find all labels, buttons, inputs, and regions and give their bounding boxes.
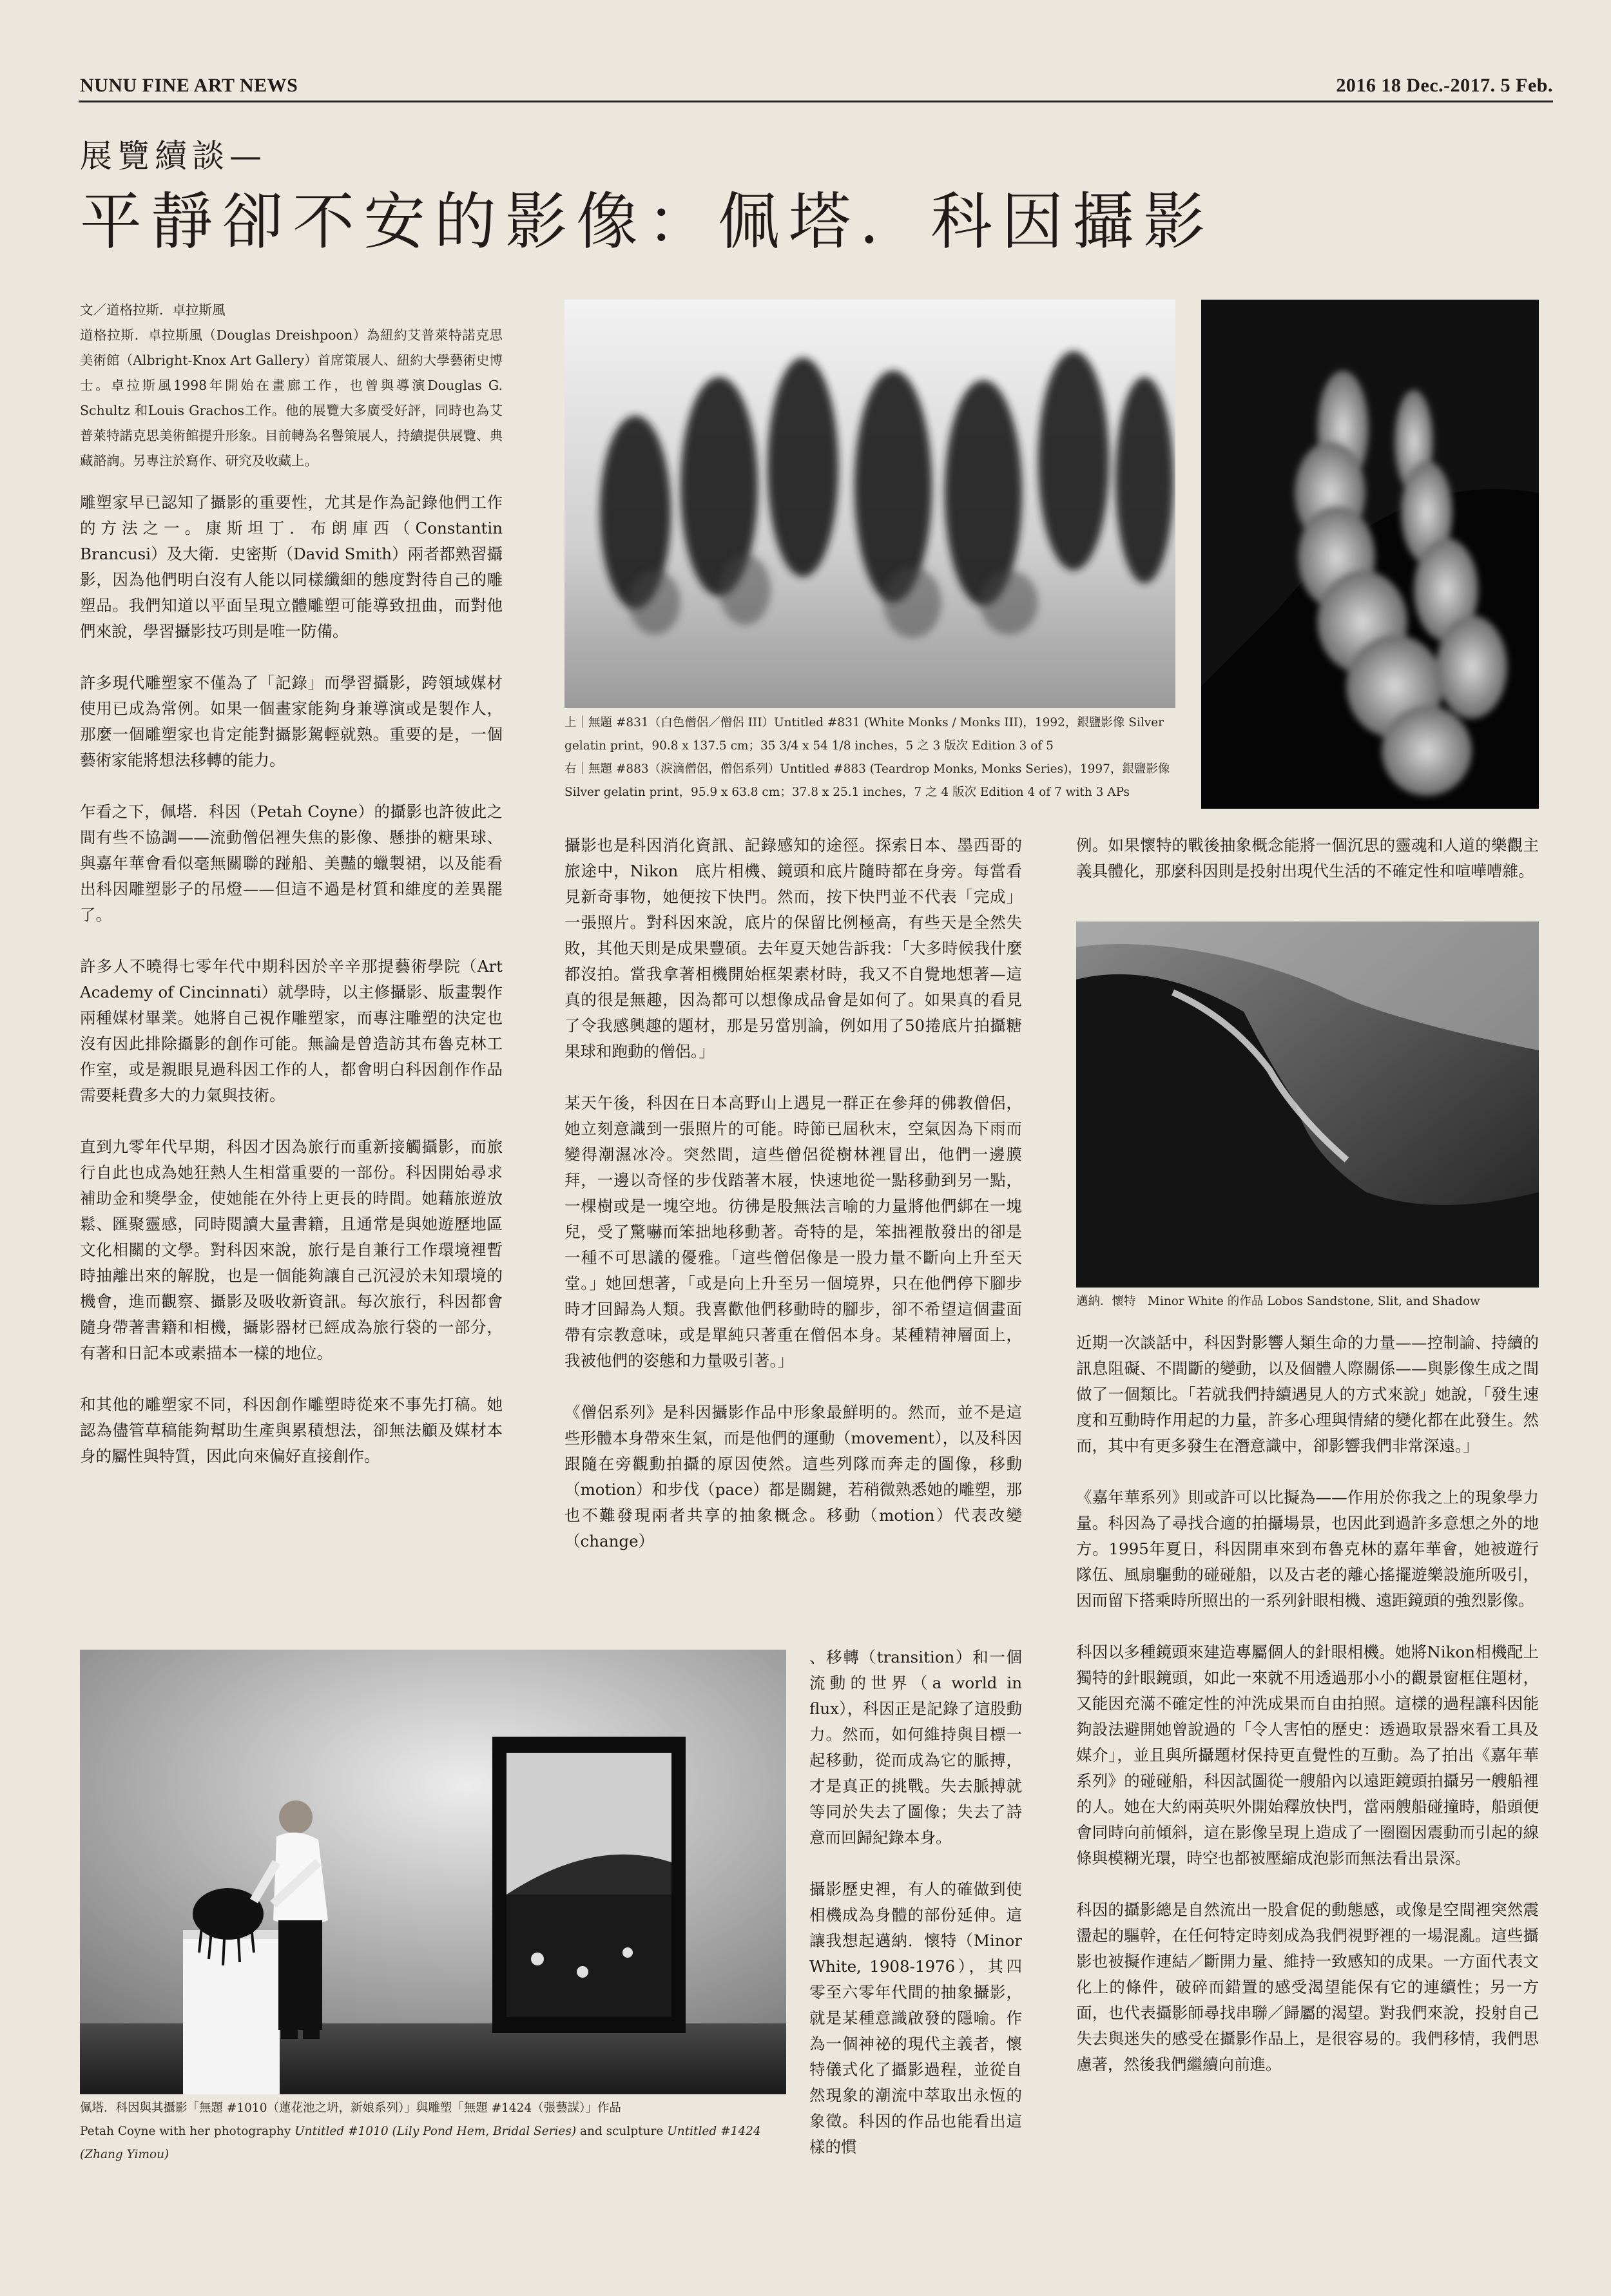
paragraph: 許多現代雕塑家不僅為了「記錄」而學習攝影，跨領域媒材使用已成為常例。如果一個畫家能夠身兼導演或是製作人，那麼一個雕塑家也肯定能對攝影駕輕就熟。重要的是，一個藝術家能將想法移轉的能力。 (80, 673, 503, 769)
caption-en-text: Petah Coyne with her photography (80, 2125, 295, 2138)
photo-gallery-installation (80, 1650, 786, 2094)
paragraph: 、移轉（transition）和一個流動的世界（a world in flux），科因正是記錄了這股動力。然而，如何維持與目標一起移動，從而成為它的脈搏，才是真正的挑戰。失去脈搏就等同於失去了圖像；失去了詩意而回歸紀錄本身。 (809, 1648, 1022, 1847)
article-kicker: 展覽續談— (80, 137, 267, 175)
paragraph: 某天午後，科因在日本高野山上遇見一群正在參拜的佛教僧侶，她立刻意識到一張照片的可能。時節已屆秋末，空氣因為下雨而變得潮濕冰冷。突然間，這些僧侶從樹林裡冒出，他們一邊膜拜，一邊以奇怪的步伐踏著木屐，快速地從一點移動到另一點，一棵樹或是一塊空地。彷彿是股無法言喻的力量將他們綁在一塊兒，受了驚嚇而笨拙地移動著。奇特的是，笨拙裡散發出的卻是一種不可思議的優雅。「這些僧侶像是一股力量不斷向上升至天堂。」她回想著，「或是向上升至另一個境界，只在他們停下腳步時才回歸為人類。我喜歡他們移動時的腳步，卻不希望這個畫面帶有宗教意味，或是單純只著重在僧侶本身。某種精神層面上，我被他們的姿態和力量吸引著。」 (564, 1094, 1022, 1370)
paragraph: 和其他的雕塑家不同，科因創作雕塑時從來不事先打稿。她認為儘管草稿能夠幫助生產與累積想法，卻無法顧及媒材本身的屬性與特質，因此向來偏好直接創作。 (80, 1395, 503, 1465)
white-monks-image (564, 300, 1175, 708)
photo-teardrop-monks (1201, 300, 1539, 809)
paragraph: 《僧侶系列》是科因攝影作品中形象最鮮明的。然而，並不是這些形體本身帶來生氣，而是他們的運動（movement），以及科因跟隨在旁觀動拍攝的原因使然。這些列隊而奔走的圖像，移動（motion）和步伐（pace）都是關鍵，若稍微熟悉她的雕塑，那也不難發現兩者共享的抽象概念。移動（motion）代表改變（change） (564, 1403, 1022, 1550)
installation-image (80, 1650, 786, 2094)
paragraph: 直到九零年代早期，科因才因為旅行而重新接觸攝影，而旅行自此也成為她狂熱人生相當重要的一部份。科因開始尋求補助金和獎學金，使她能在外待上更長的時間。她藉旅遊放鬆、匯聚靈感，同時閱讀大量書籍，且通常是與她遊歷地區文化相關的文學。對科因來說，旅行是自兼行工作環境裡暫時抽離出來的解脫，也是一個能夠讓自己沉浸於未知環境的機會，進而觀察、攝影及吸收新資訊。每次旅行，科因都會隨身帶著書籍和相機，攝影器材已經成為旅行袋的一部分，有著和日記本或素描本一樣的地位。 (80, 1137, 503, 1362)
article-title: 平靜卻不安的影像：佩塔．科因攝影 (80, 186, 1214, 258)
column-3 (1076, 1330, 1539, 2078)
paragraph: 近期一次談話中，科因對影響人類生命的力量——控制論、持續的訊息阻礙、不間斷的變動，以及個體人際關係——與影像生成之間做了一個類比。「若就我們持續遇見人的方式來說」她說，「發生速度和互動時作用起的力量，許多心理與情緒的變化都在此發生。然而，其中有更多發生在潛意識中，卻影響我們非常深遠。」 (1076, 1333, 1539, 1455)
lobos-sandstone-image (1076, 921, 1539, 1288)
paragraph: 乍看之下，佩塔．科因（Petah Coyne）的攝影也許彼此之間有些不協調——流動僧侶裡失焦的影像、懸掛的糖果球、與嘉年華會看似毫無關聯的踫船、美豔的蠟製裙，以及能看出科因雕塑影子的吊燈——但這不過是材質和維度的差異罷了。 (80, 802, 503, 924)
photo-white-monks (564, 300, 1175, 708)
author-line: 文／道格拉斯．卓拉斯風 (80, 302, 226, 318)
column-3-top (1076, 833, 1539, 884)
caption-line: 右｜無題 #883（淚滴僧侶，僧侶系列）Untitled #883 (Teardrop Monks, Monks Series)，1997，銀鹽影像 Silver gelatin print，95.9 x 63.8 cm；37.8 x 25.1 inches，7 之 4 版次 Edition 4 of 7 with 3 APs (564, 762, 1170, 799)
paragraph: 《嘉年華系列》則或許可以比擬為——作用於你我之上的現象學力量。科因為了尋找合適的拍攝場景，也因此到過許多意想之外的地方。1995年夏日，科因開車來到布魯克林的嘉年華會，她被遊行隊伍、風扇驅動的碰碰船，以及古老的離心搖擺遊樂設施所吸引，因而留下搭乘時所照出的一系列針眼相機、遠距鏡頭的強烈影像。 (1076, 1488, 1539, 1610)
publication-name: NUNU FINE ART NEWS (80, 75, 298, 96)
paragraph: 科因的攝影總是自然流出一股倉促的動態感，或像是空間裡突然震盪起的驅幹，在任何特定時刻成為我們視野裡的一場混亂。這些攝影也被擬作連結／斷開力量、維持一致感知的成果。一方面代表文化上的條件，破碎而錯置的感受渴望能保有它的連續性；另一方面，也代表攝影師尋找串聯／歸屬的渴望。對我們來說，投射自己失去與迷失的感受在攝影作品上，是很容易的。我們移情，我們思慮著，然後我們繼續向前進。 (1076, 1900, 1539, 2074)
caption-minor-white: 邁納．懷特 Minor White 的作品 Lobos Sandstone, Slit, and Shadow (1076, 1295, 1480, 1308)
caption-en (80, 2120, 795, 2166)
caption-line: 上｜無題 #831（白色僧侶／僧侶 III）Untitled #831 (White Monks / Monks III)，1992，銀鹽影像 Silver gelatin print，90.8 x 137.5 cm；35 3/4 x 54 1/8 inches，5 之 3 版次 Edition 3 of 5 (564, 716, 1164, 753)
caption-en-title-sculpture: Untitled #1424 (Zhang Yimou) (80, 2125, 761, 2161)
paragraph: 許多人不曉得七零年代中期科因於辛辛那提藝術學院（Art Academy of Cincinnati）就學時，以主修攝影、版畫製作兩種媒材畢業。她將自己視作雕塑家，而專注雕塑的決定也沒有因此排除攝影的創作可能。無論是曾造訪其布魯克林工作室，或是親眼見過科因工作的人，都會明白科因創作作品需要耗費多大的力氣與技術。 (80, 957, 503, 1105)
caption-installation (80, 2097, 795, 2166)
author-bio: 道格拉斯．卓拉斯風（Douglas Dreishpoon）為紐約艾普萊特諾克思美術館（Albright-Knox Art Gallery）首席策展人、紐約大學藝術史博士。卓拉斯風1998年開始在畫廊工作，也曾與導演Douglas G. Schultz 和Louis Grachos工作。他的展覽大多廣受好評，同時也為艾普萊特諾克思美術館提升形象。目前轉為名譽策展人，持續提供展覽、典藏諮詢。另專注於寫作、研究及收藏上。 (80, 327, 503, 468)
photo-minor-white (1076, 921, 1539, 1288)
caption-zh: 佩塔．科因與其攝影「無題 #1010（蓮花池之坍，新娘系列）」與雕塑「無題 #1424（張藝謀）」作品 (80, 2101, 621, 2115)
teardrop-monks-image (1201, 300, 1539, 809)
caption-en-title-photo: Untitled #1010 (Lily Pond Hem, Bridal Series) (294, 2125, 577, 2138)
paragraph: 例。如果懷特的戰後抽象概念能將一個沉思的靈魂和人道的樂觀主義具體化，那麼科因則是投射出現代生活的不確定性和喧嘩嘈雜。 (1076, 836, 1539, 880)
issue-date-range: 2016 18 Dec.-2017. 5 Feb. (1336, 75, 1553, 96)
column-2-continued (809, 1645, 1022, 2160)
column-2 (564, 833, 1022, 1554)
masthead-rule (79, 101, 1553, 102)
paragraph: 雕塑家早已認知了攝影的重要性，尤其是作為記錄他們工作的方法之一。康斯坦丁．布朗庫西（Constantin Brancusi）及大衛．史密斯（David Smith）兩者都熟習攝影，因為他們明白沒有人能以同樣纖細的態度對待自己的雕塑品。我們知道以平面呈現立體雕塑可能導致扭曲，而對他們來說，學習攝影技巧則是唯一防備。 (80, 493, 503, 641)
paragraph: 攝影也是科因消化資訊、記錄感知的途徑。探索日本、墨西哥的旅途中，Nikon 底片相機、鏡頭和底片隨時都在身旁。每當看見新奇事物，她便按下快門。然而，按下快門並不代表「完成」一張照片。對科因來說，底片的保留比例極高，有些天是全然失敗，其他天則是成果豐碩。去年夏天她告訴我：「大多時候我什麼都沒拍。當我拿著相機開始框架素材時，我又不自覺地想著—這真的很是無趣，因為都可以想像成品會是如何了。如果真的看見了令我感興趣的題材，那是另當別論，例如用了50捲底片拍攝糖果球和跑動的僧侶。」 (564, 836, 1022, 1061)
caption-en-text: and sculpture (576, 2125, 668, 2138)
column-1 (80, 490, 503, 1469)
caption-monks (564, 711, 1183, 804)
paragraph: 攝影歷史裡，有人的確做到使相機成為身體的部份延伸。這讓我想起邁納．懷特（Minor White, 1908-1976），其四零至六零年代間的抽象攝影，就是某種意識啟發的隱喻。作為一個神祕的現代主義者，懷特儀式化了攝影過程，並從自然現象的潮流中萃取出永恆的象徵。科因的作品也能看出這樣的慣 (809, 1880, 1022, 2156)
paragraph: 科因以多種鏡頭來建造專屬個人的針眼相機。她將Nikon相機配上獨特的針眼鏡頭，如此一來就不用透過那小小的觀景窗框住題材，又能因充滿不確定性的沖洗成果而自由拍照。這樣的過程讓科因能夠設法避開她曾說過的「令人害怕的歷史：透過取景器來看工具及媒介」，並且與所攝題材保持更直覺性的互動。為了拍出《嘉年華系列》的碰碰船，科因試圖從一艘船內以遠距鏡頭拍攝另一艘船裡的人。她在大約兩英呎外開始釋放快門，當兩艘船碰撞時，船頭便會同時向前傾斜，這在影像呈現上造成了一圈圈因震動而引起的線條與模糊光環，時空也都被壓縮成泡影而無法看出景深。 (1076, 1643, 1539, 1867)
byline (80, 298, 503, 474)
